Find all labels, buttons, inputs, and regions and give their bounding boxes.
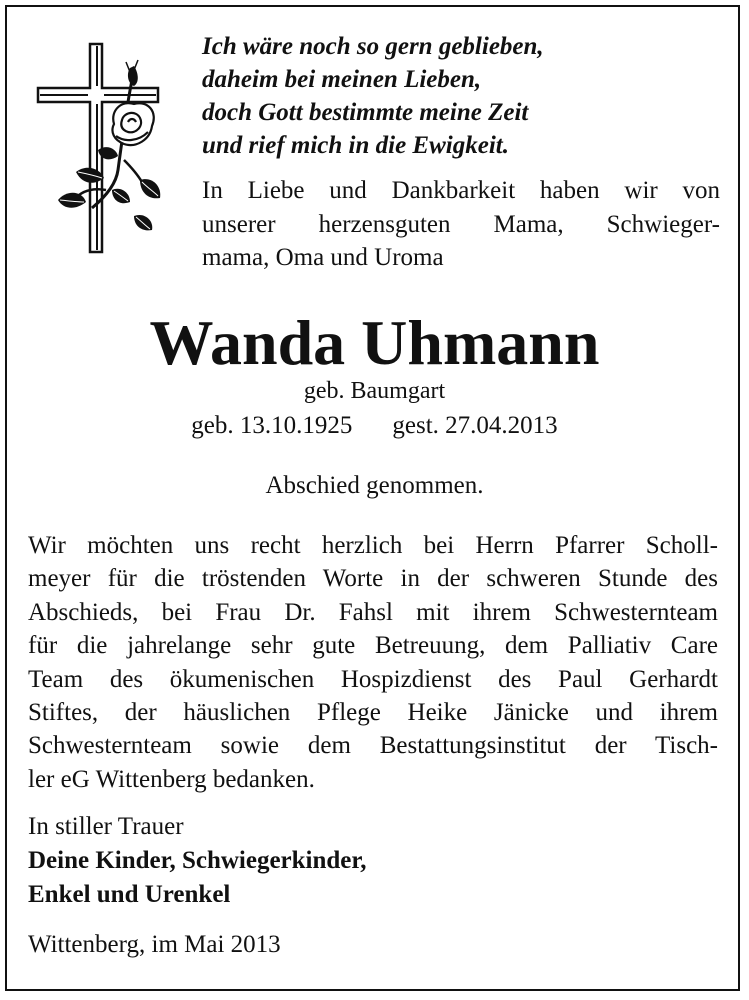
life-dates	[0, 410, 749, 442]
thanks-line: Stiftes, der häuslichen Pflege Heike Jänicke und ihrem	[28, 699, 718, 727]
poem-line: doch Gott bestimmte meine Zeit	[202, 99, 529, 126]
thanks-line: Team des ökumenischen Hospizdienst des Paul Gerhardt	[28, 665, 718, 693]
farewell-line: Abschied genommen.	[265, 472, 484, 499]
deceased-name: Wanda Uhmann	[149, 307, 600, 378]
intro-line: mama, Oma und Uroma	[202, 244, 444, 271]
signoff	[28, 810, 718, 912]
thanks-line: Abschieds, bei Frau Dr. Fahsl mit ihrem Schwesternteam	[28, 598, 718, 626]
intro-line: unserer herzensguten Mama, Schwieger-	[202, 210, 720, 238]
intro-line: In Liebe und Dankbarkeit haben wir von	[202, 177, 720, 204]
birth-date: geb. 13.10.1925	[191, 412, 353, 439]
place-and-date: Wittenberg, im Mai 2013	[28, 931, 281, 958]
birth-name: geb. Baumgart	[303, 378, 446, 404]
poem	[202, 30, 722, 162]
thanks-paragraph	[28, 529, 718, 796]
poem-line: und rief mich in die Ewigkeit.	[202, 132, 509, 159]
thanks-line: Schwesternteam sowie dem Bestattungsinstitut der Tisch-	[28, 732, 718, 760]
poem-line: daheim bei meinen Lieben,	[202, 66, 482, 93]
thanks-line: ler eG Wittenberg bedanken.	[28, 765, 315, 793]
thanks-line: für die jahrelange sehr gute Betreuung, dem Palliativ Care	[28, 632, 718, 660]
thanks-line: meyer für die tröstenden Worte in der schweren Stunde des	[28, 565, 718, 593]
intro-text	[202, 174, 720, 275]
thanks-line: Wir möchten uns recht herzlich bei Herrn Pfarrer Scholl-	[28, 532, 718, 559]
death-date: gest. 27.04.2013	[392, 412, 558, 439]
cross-with-rose-icon	[34, 40, 168, 256]
mourners-line: Enkel und Urenkel	[28, 881, 231, 908]
poem-line: Ich wäre noch so gern geblieben,	[202, 33, 544, 60]
mourners-line: Deine Kinder, Schwiegerkinder,	[28, 847, 367, 874]
signoff-intro: In stiller Trauer	[28, 813, 184, 840]
